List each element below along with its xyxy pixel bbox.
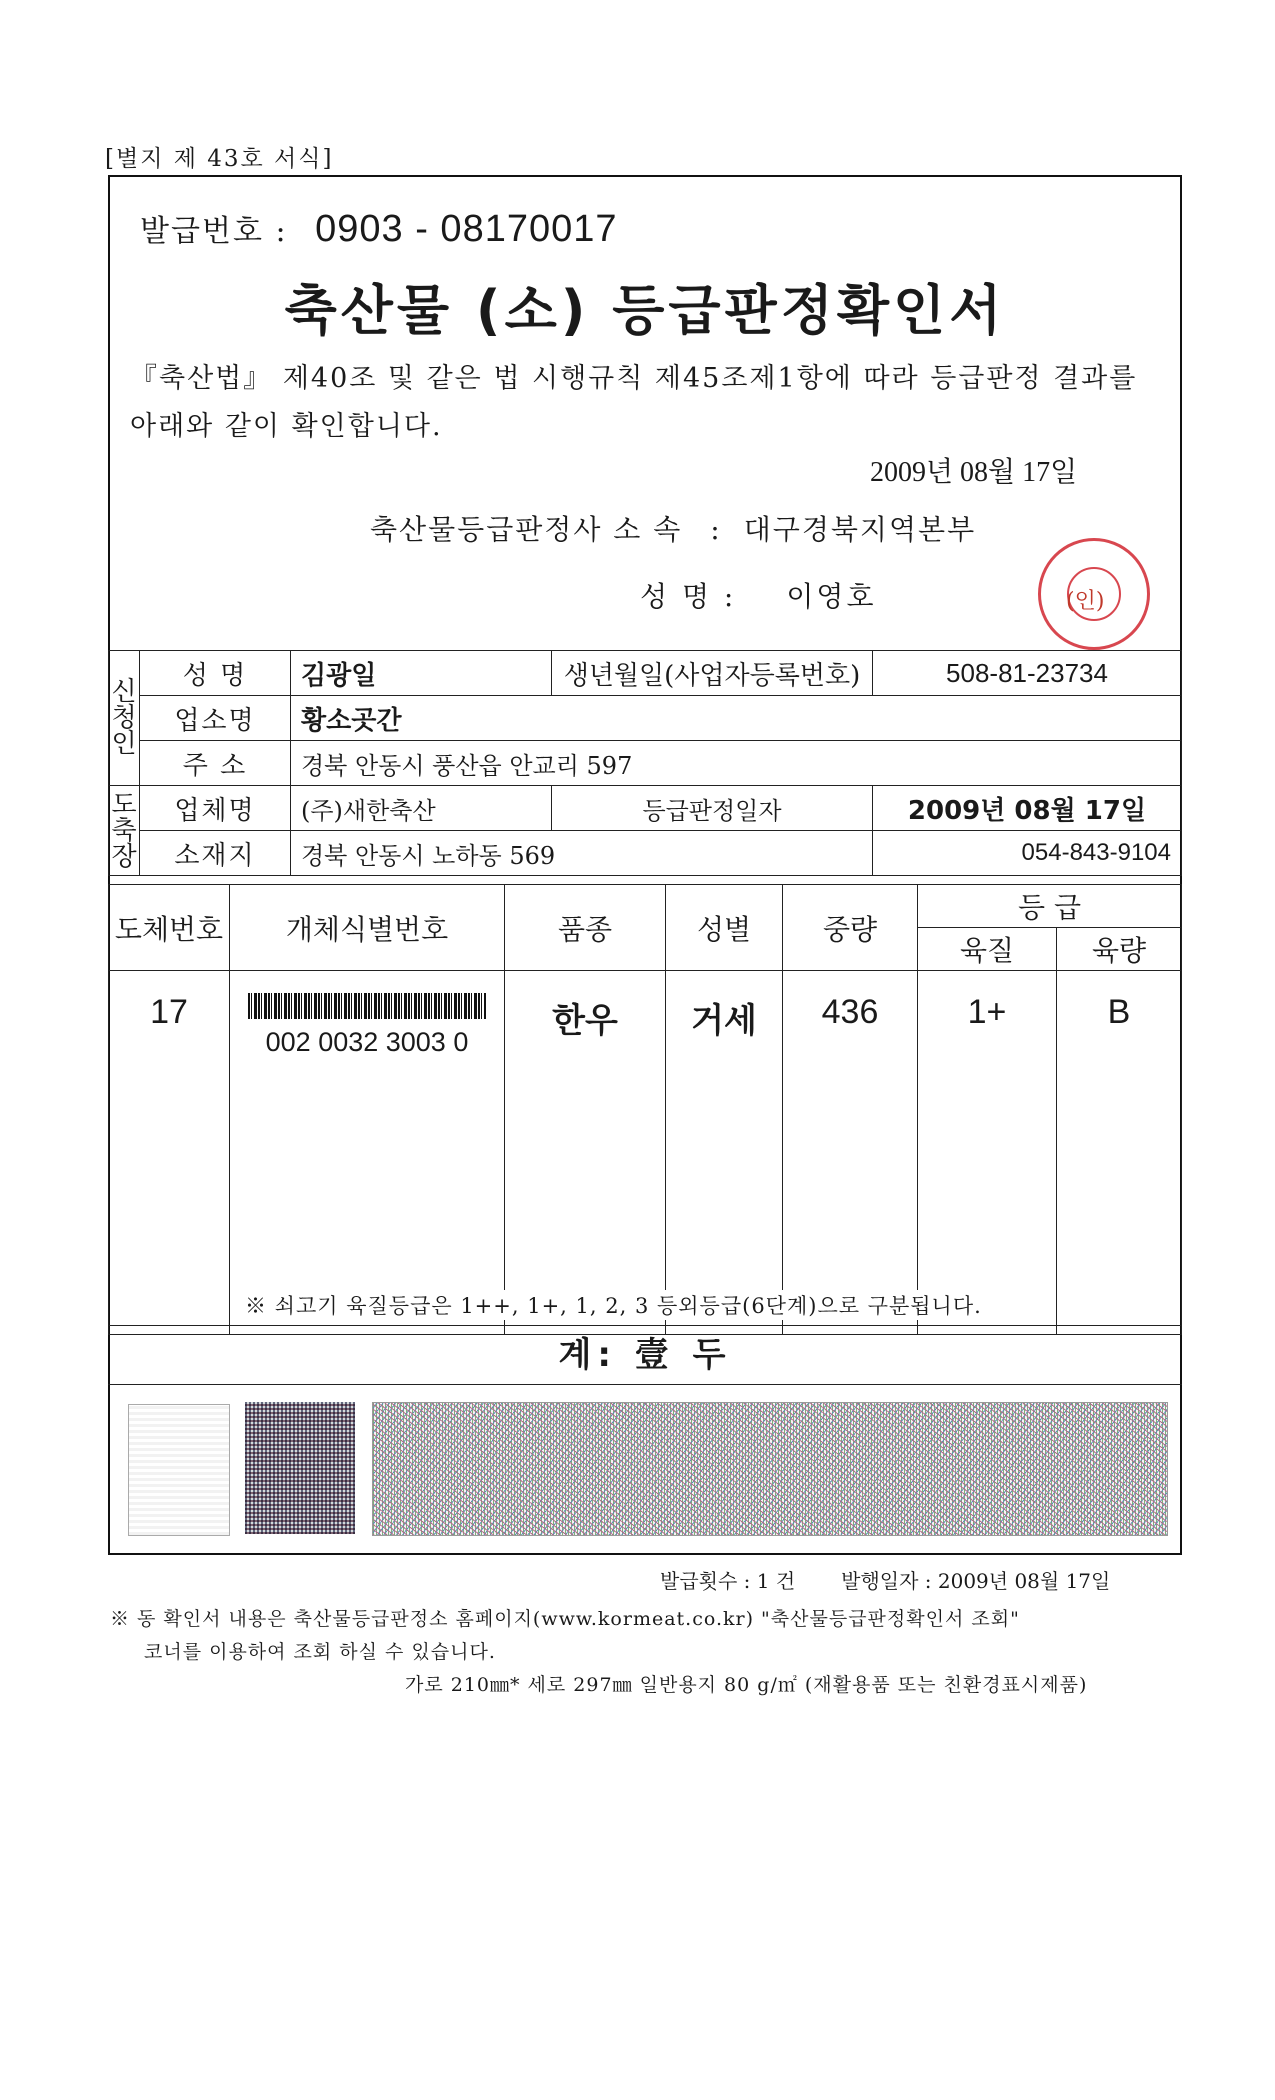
birth-value: 508-81-23734 <box>873 651 1182 696</box>
issue-number-value: 0903 - 08170017 <box>315 208 618 250</box>
issue-date: 2009년 08월 17일 <box>870 457 1078 488</box>
header-grade: 등 급 <box>918 885 1182 928</box>
header-breed: 품종 <box>505 885 666 971</box>
issue-number-label: 발급번호 : <box>140 214 288 249</box>
yield-grade: B <box>1057 971 1182 1335</box>
issue-info <box>660 1565 1110 1594</box>
security-pattern-grid <box>245 1402 355 1534</box>
slaughterhouse-section-label: 도 축 장 <box>109 786 140 876</box>
notice-line-2: 코너를 이용하여 조회 하실 수 있습니다. <box>144 1641 496 1663</box>
header-weight: 중량 <box>783 885 918 971</box>
grade-table <box>108 884 1182 1335</box>
company-label: 업체명 <box>140 786 291 831</box>
affiliation-value: 대구경북지역본부 <box>743 513 977 546</box>
location-value: 경북 안동시 노하동 569 <box>291 831 873 876</box>
seal-text: (인) <box>1066 589 1105 614</box>
animal-id-number: 002 0032 3003 0 <box>265 1027 469 1057</box>
inspector-name <box>640 575 877 615</box>
security-pattern-left <box>128 1404 230 1536</box>
grade-note: ※ 쇠고기 육질등급은 1++, 1+, 1, 2, 3 등외등급(6단계)으로 구분됩니다. <box>245 1290 982 1320</box>
issued-date: 발행일자 : 2009년 08월 17일 <box>841 1569 1111 1593</box>
business-name: 황소곳간 <box>291 696 1182 741</box>
sex-value: 거세 <box>666 971 783 1335</box>
breed-value: 한우 <box>505 971 666 1335</box>
issue-number <box>140 206 618 251</box>
weight-value: 436 <box>783 971 918 1335</box>
carcass-number: 17 <box>109 971 230 1335</box>
applicant-name: 김광일 <box>291 651 552 696</box>
applicant-section-label: 신 청 인 <box>109 651 140 786</box>
applicant-table <box>108 650 1182 876</box>
header-yield: 육량 <box>1057 928 1182 971</box>
address-label: 주 소 <box>140 741 291 786</box>
header-sex: 성별 <box>666 885 783 971</box>
notice-block <box>110 1603 1020 1669</box>
issue-count: 발급횟수 : 1 건 <box>660 1569 796 1593</box>
business-name-label: 업소명 <box>140 696 291 741</box>
security-pattern-noise <box>372 1402 1168 1536</box>
barcode <box>248 993 486 1019</box>
total-count: 계: 壹 두 <box>108 1325 1182 1385</box>
inspector-affiliation: 축산물등급판정사 소 속 : 대구경북지역본부 <box>370 513 977 546</box>
document-title: 축산물 (소) 등급판정확인서 <box>284 279 1006 342</box>
birth-label: 생년월일(사업자등록번호) <box>552 651 873 696</box>
phone-number: 054-843-9104 <box>873 831 1182 876</box>
header-carcass-no: 도체번호 <box>109 885 230 971</box>
id-cell <box>230 971 505 1335</box>
location-label: 소재지 <box>140 831 291 876</box>
paper-spec: 가로 210㎜* 세로 297㎜ 일반용지 80 g/㎡ (재활용품 또는 친환경표시제품) <box>405 1674 1088 1696</box>
inspector-name-value: 이영호 <box>786 580 877 613</box>
header-quality: 육질 <box>918 928 1057 971</box>
inspector-name-label: 성 명 : <box>640 580 737 613</box>
notice-line-1: ※ 동 확인서 내용은 축산물등급판정소 홈페이지(www.kormeat.co.kr) "축산물등급판정확인서 조회" <box>110 1608 1020 1630</box>
affiliation-label: 축산물등급판정사 소 속 <box>370 513 683 546</box>
grading-date: 2009년 08월 17일 <box>873 786 1182 831</box>
address-value: 경북 안동시 풍산읍 안교리 597 <box>291 741 1182 786</box>
grading-date-label: 등급판정일자 <box>552 786 873 831</box>
intro-text: 『축산법』 제40조 및 같은 법 시행규칙 제45조제1항에 따라 등급판정 결과를 아래와 같이 확인합니다. <box>130 363 1138 442</box>
form-label: [별지 제 43호 서식] <box>105 146 334 172</box>
applicant-name-label: 성 명 <box>140 651 291 696</box>
header-id-no: 개체식별번호 <box>230 885 505 971</box>
quality-grade: 1+ <box>918 971 1057 1335</box>
company-name: (주)새한축산 <box>291 786 552 831</box>
